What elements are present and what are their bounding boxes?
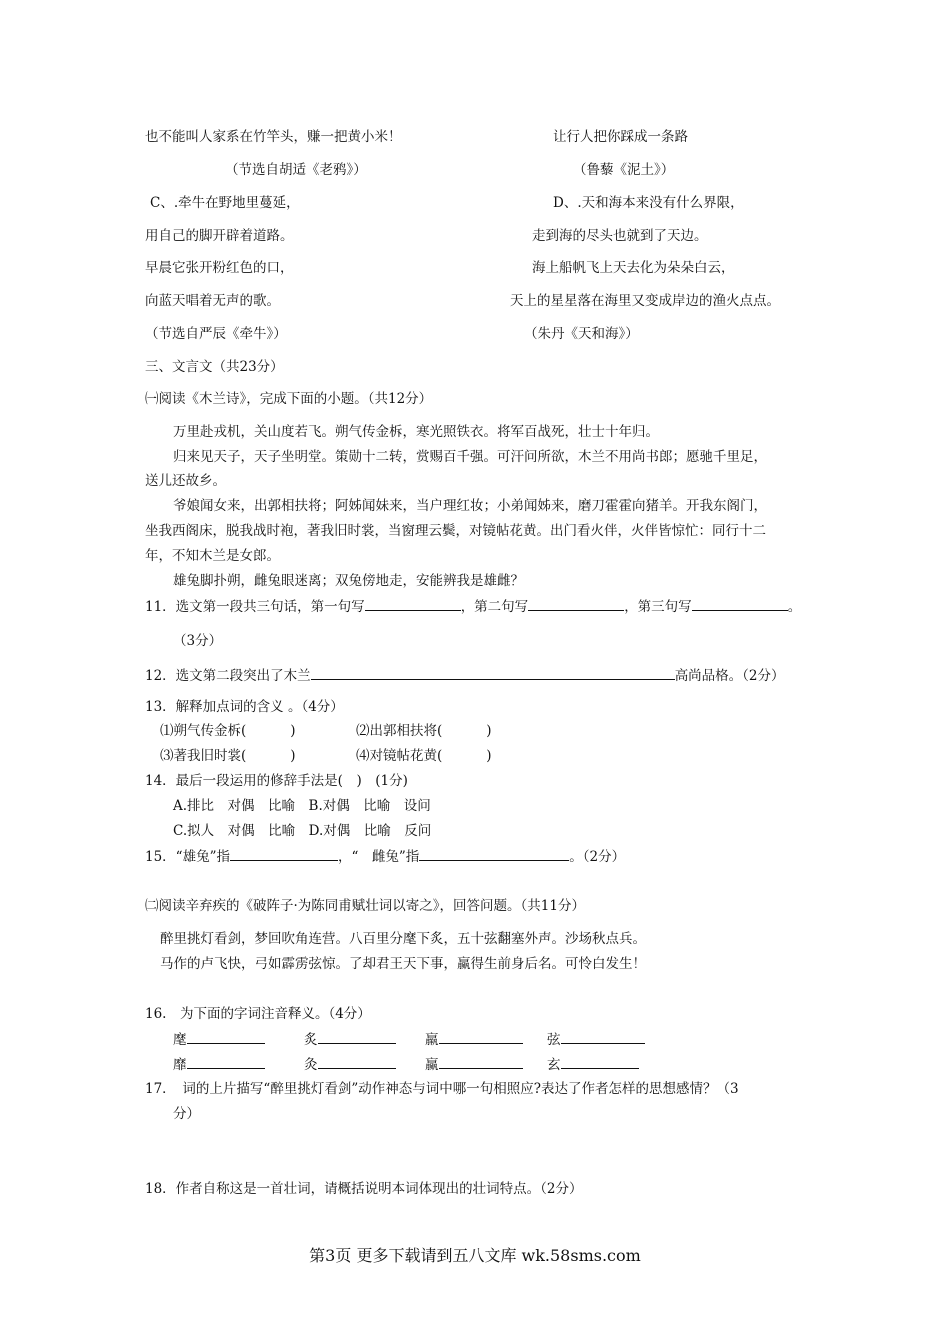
answer-blank[interactable]	[692, 597, 788, 611]
part1-intro: ㈠阅读《木兰诗》，完成下面的小题。（共12分）	[145, 391, 433, 407]
q16-item: 靡	[173, 1055, 265, 1074]
question-18: 18．作者自称这是一首壮词，请概括说明本词体现出的壮词特点。（2分）	[145, 1181, 583, 1197]
answer-blank[interactable]	[439, 1055, 523, 1069]
question-14: 14．最后一段运用的修辞手法是( ) (1分)	[145, 773, 408, 789]
q13-item-4: ⑷对镜帖花黄( )	[356, 748, 492, 764]
option-c-source: （节选自严辰《牵牛》）	[145, 326, 287, 342]
question-17: 17． 词的上片描写“醉里挑灯看剑”动作神态与词中哪一句相照应?表达了作者怎样的思想感情？（3	[145, 1081, 739, 1097]
q14-choices-cd: C.拟人 对偶 比喻 D.对偶 比喻 反问	[173, 823, 432, 839]
q13-item-2: ⑵出郭相扶将( )	[356, 723, 492, 739]
poem2-line: 醉里挑灯看剑，梦回吹角连营。八百里分麾下炙，五十弦翻塞外声。沙场秋点兵。	[160, 931, 646, 947]
answer-blank[interactable]	[365, 597, 461, 611]
question-16: 16. 为下面的字词注音释义。（4分）	[145, 1006, 371, 1022]
part2-intro: ㈡阅读辛弃疾的《破阵子·为陈同甫赋壮词以寄之》，回答问题。（共11分）	[145, 898, 585, 914]
option-d-label: D、.天和海本来没有什么界限，	[553, 195, 744, 211]
question-11-score: （3分）	[173, 633, 223, 649]
option-d-line: 走到海的尽头也就到了天边。	[532, 228, 708, 244]
answer-blank[interactable]	[187, 1030, 265, 1044]
passage-line: 爷娘闻女来，出郭相扶将；阿姊闻妹来，当户理红妆；小弟闻姊来，磨刀霍霍向猪羊。开我东阁门，	[173, 498, 767, 514]
page-footer: 第3页 更多下载请到五八文库 wk.58sms.com	[309, 1246, 641, 1265]
q16-item: 羸	[425, 1030, 523, 1049]
question-12: 12．选文第二段突出了木兰 高尚品格。（2分）	[145, 668, 785, 684]
question-13: 13．解释加点词的含义 。（4分）	[145, 699, 344, 715]
passage-line: 归来见天子，天子坐明堂。策勋十二转，赏赐百千强。可汗问所欲，木兰不用尚书郎；愿驰千里足，	[173, 449, 767, 465]
poem-b-last-line: 也不能叫人家系在竹竿头，赚一把黄小米！	[145, 129, 402, 145]
option-c-label: C、.牵牛在野地里蔓延，	[150, 195, 300, 211]
passage-line: 送儿还故乡。	[145, 473, 226, 489]
q16-item: 炙	[304, 1030, 396, 1049]
poem-a-last-line: 让行人把你踩成一条路	[553, 129, 688, 145]
passage-line: 坐我西阁床，脱我战时袍，著我旧时裳，当窗理云鬓，对镜帖花黄。出门看火伴，火伴皆惊忙：同行十二	[145, 523, 766, 539]
q13-item-1: ⑴朔气传金柝( )	[160, 723, 296, 739]
option-c-line: 用自己的脚开辟着道路。	[145, 228, 294, 244]
section-title: 三、文言文（共23分）	[145, 359, 284, 375]
answer-blank[interactable]	[439, 1030, 523, 1044]
q16-item: 灸	[304, 1055, 396, 1074]
passage-line: 年，不知木兰是女郎。	[145, 548, 280, 564]
q14-choices-ab: A.排比 对偶 比喻 B.对偶 比喻 设问	[173, 798, 431, 814]
answer-blank[interactable]	[419, 847, 569, 861]
answer-blank[interactable]	[187, 1055, 265, 1069]
passage-line: 雄兔脚扑朔，雌兔眼迷离；双兔傍地走，安能辨我是雄雌？	[173, 573, 524, 589]
option-c-line: 向蓝天唱着无声的歌。	[145, 293, 280, 309]
question-17-cont: 分）	[173, 1106, 200, 1122]
q16-item: 弦	[547, 1030, 645, 1049]
answer-blank[interactable]	[561, 1055, 639, 1069]
option-d-line: 海上船帆飞上天去化为朵朵白云，	[532, 260, 735, 276]
passage-line: 万里赴戎机，关山度若飞。朔气传金柝，寒光照铁衣。将军百战死，壮士十年归。	[173, 424, 659, 440]
option-d-line: 天上的星星落在海里又变成岸边的渔火点点。	[510, 293, 780, 309]
answer-blank[interactable]	[528, 597, 624, 611]
question-11: 11．选文第一段共三句话，第一句写 ，第二句写 ，第三句写 。	[145, 599, 802, 615]
poem-a-source: （鲁藜《泥土》）	[573, 162, 675, 178]
answer-blank[interactable]	[311, 666, 675, 680]
answer-blank[interactable]	[230, 847, 338, 861]
q16-item: 麾	[173, 1030, 265, 1049]
q16-item: 玄	[547, 1055, 639, 1074]
option-c-line: 早晨它张开粉红色的口，	[145, 260, 294, 276]
question-15: 15．“雄兔”指 ，“ 雌兔”指 。（2分）	[145, 849, 626, 865]
answer-blank[interactable]	[318, 1030, 396, 1044]
q13-item-3: ⑶著我旧时裳( )	[160, 748, 296, 764]
poem2-line: 马作的卢飞快，弓如霹雳弦惊。了却君王天下事，赢得生前身后名。可怜白发生！	[160, 956, 646, 972]
q16-item: 赢	[425, 1055, 523, 1074]
answer-blank[interactable]	[561, 1030, 645, 1044]
answer-blank[interactable]	[318, 1055, 396, 1069]
option-d-source: （朱丹《天和海》）	[524, 326, 639, 342]
poem-b-source: （节选自胡适《老鸦》）	[225, 162, 367, 178]
